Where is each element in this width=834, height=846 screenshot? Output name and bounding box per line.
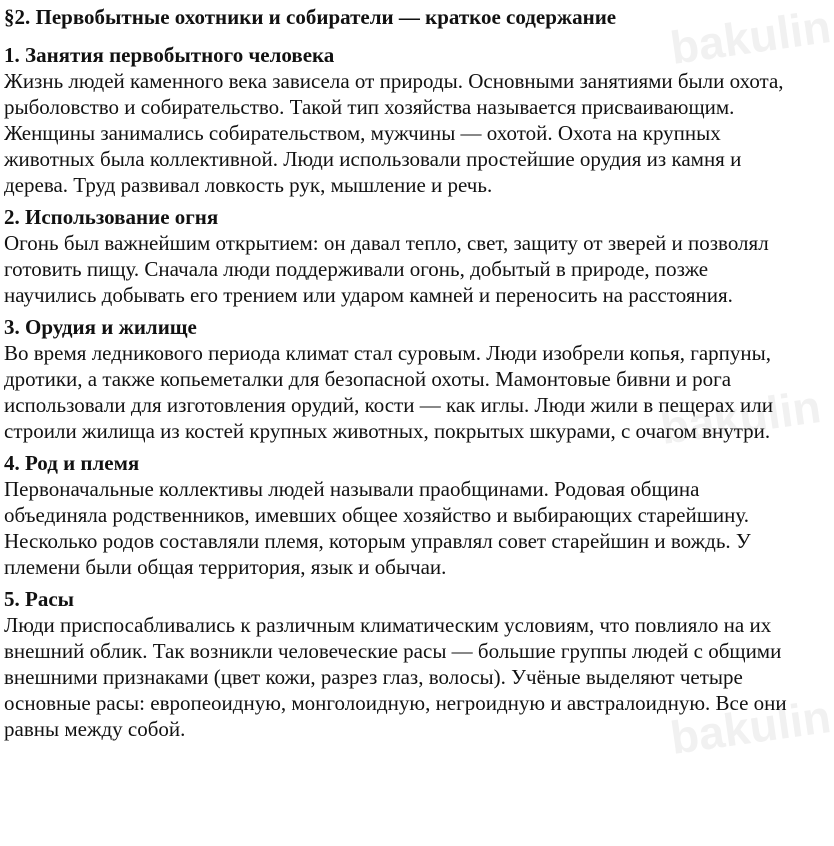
section-text: Первоначальные коллективы людей называли праобщинами. Родовая община объединяла родственников, имевших общее хозяйство и выбирающих старейшину. Несколько родов составляли племя, которым управлял совет старейшин и вождь. У племени были общая территория, язык и обычаи. <box>4 477 751 579</box>
watermark-text: bakulin <box>667 0 834 74</box>
section-heading: 2. Использование огня <box>4 205 219 229</box>
section-text: Во время ледникового периода климат стал суровым. Люди изобрели копья, гарпуны, дротики, а также копьеметалки для безопасной охоты. Мамонтовые бивни и рога использовали для изготовления орудий, кости — как иглы. Люди жили в пещерах или строили жилища из костей крупных животных, покрытых шкурами, с очагом внутри. <box>4 341 773 443</box>
section-occupations <box>4 42 796 198</box>
watermark-text: bakulin <box>667 690 834 764</box>
section-fire <box>4 204 796 308</box>
section-text: Огонь был важнейшим открытием: он давал тепло, свет, защиту от зверей и позволял готовить пищу. Сначала люди поддерживали огонь, добытый в природе, позже научились добывать его трением или ударом камней и переносить на расстояния. <box>4 231 769 307</box>
document-title: §2. Первобытные охотники и собиратели — краткое содержание <box>4 5 617 29</box>
section-heading: 3. Орудия и жилище <box>4 315 197 339</box>
section-heading: 1. Занятия первобытного человека <box>4 43 335 67</box>
watermark-text: bakulin <box>657 380 824 454</box>
section-tools-dwelling <box>4 314 796 444</box>
document-page <box>4 4 796 748</box>
section-text: Люди приспосабливались к различным климатическим условиям, что повлияло на их внешний облик. Так возникли человеческие расы — большие группы людей с общими внешними признаками (цвет кожи, разрез глаз, волосы). Учёные выделяют четыре основные расы: европеоидную, монголоидную, негроидную и австралоидную. Все они равны между собой. <box>4 613 787 741</box>
section-races <box>4 586 796 742</box>
section-heading: 5. Расы <box>4 587 75 611</box>
section-heading: 4. Род и племя <box>4 451 140 475</box>
section-text: Жизнь людей каменного века зависела от природы. Основными занятиями были охота, рыболовство и собирательство. Такой тип хозяйства называется присваивающим. Женщины занимались собирательством, мужчины — охотой. Охота на крупных животных была коллективной. Люди использовали простейшие орудия из камня и дерева. Труд развивал ловкость рук, мышление и речь. <box>4 69 784 197</box>
section-clan-tribe <box>4 450 796 580</box>
